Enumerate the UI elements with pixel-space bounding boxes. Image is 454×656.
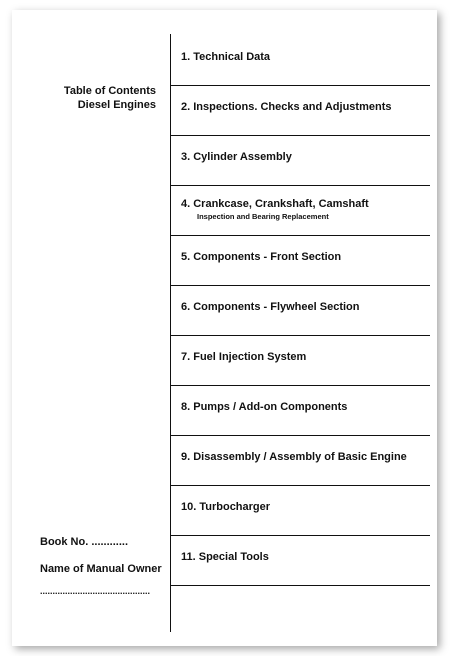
section-technical-data xyxy=(171,36,430,86)
section-label: 8. Pumps / Add-on Components xyxy=(181,401,348,413)
left-column xyxy=(39,36,170,632)
section-special-tools xyxy=(171,536,430,586)
section-label: 11. Special Tools xyxy=(181,551,269,563)
section-fuel-injection xyxy=(171,336,430,386)
section-inspections xyxy=(171,86,430,136)
toc-sheet xyxy=(39,36,430,632)
toc-title xyxy=(39,84,156,112)
section-label: 4. Crankcase, Crankshaft, Camshaft xyxy=(181,198,369,210)
toc-title-line-1: Table of Contents xyxy=(63,85,156,97)
section-cylinder-assembly xyxy=(171,136,430,186)
section-label: 6. Components - Flywheel Section xyxy=(181,301,360,313)
section-label: 3. Cylinder Assembly xyxy=(181,151,292,163)
section-turbocharger xyxy=(171,486,430,536)
section-disassembly xyxy=(171,436,430,486)
section-pumps xyxy=(171,386,430,436)
toc-title-line-2: Diesel Engines xyxy=(77,99,156,111)
section-label: 2. Inspections. Checks and Adjustments xyxy=(181,101,392,113)
section-sublabel: Inspection and Bearing Replacement xyxy=(197,212,329,221)
section-label: 7. Fuel Injection System xyxy=(181,351,307,363)
section-label: 5. Components - Front Section xyxy=(181,251,342,263)
section-crankcase xyxy=(171,186,430,236)
section-flywheel-components xyxy=(171,286,430,336)
manual-owner-label: Name of Manual Owner xyxy=(40,563,162,575)
book-number-label: Book No. ............ xyxy=(40,536,129,548)
section-label: 9. Disassembly / Assembly of Basic Engine xyxy=(181,451,407,463)
section-label: 1. Technical Data xyxy=(181,51,271,63)
document-page xyxy=(12,10,437,646)
section-front-components xyxy=(171,236,430,286)
section-label: 10. Turbocharger xyxy=(181,501,271,513)
manual-owner-blank-line: ............................................ xyxy=(40,586,151,596)
section-list xyxy=(171,36,430,632)
